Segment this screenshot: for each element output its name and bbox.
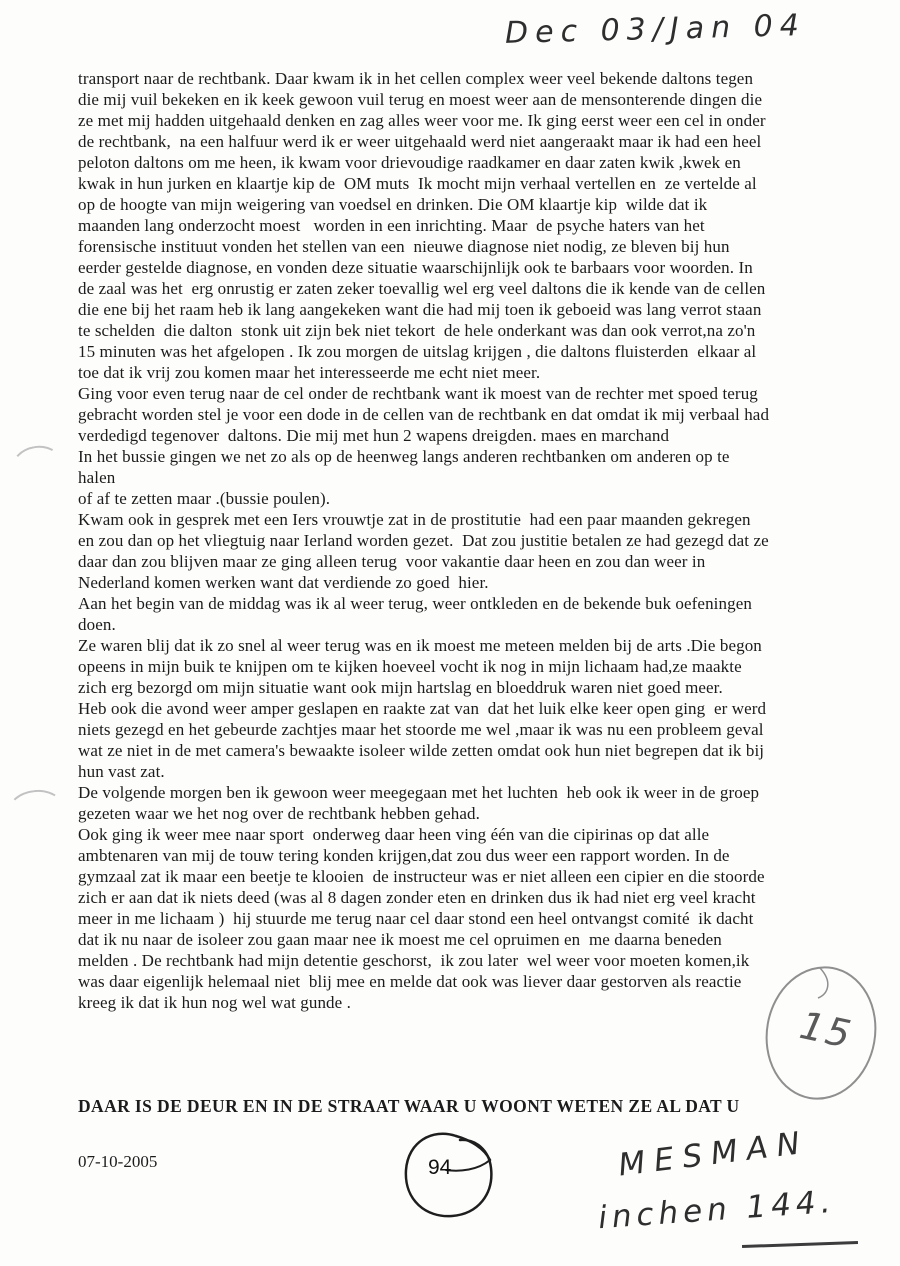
text-line: daar dan zou blijven maar ze ging alleen terug voor vakantie daar heen en zou dan weer in xyxy=(78,552,706,571)
text-line: die ene bij het raam heb ik lang aangekeken want die had mij toen ik geboeid was lang verrot staan xyxy=(78,300,762,319)
text-line: dat ik nu naar de isoleer zou gaan maar nee ik moest me cel opruimen en me daarna beneden xyxy=(78,930,722,949)
text-line: maanden lang onderzocht moest worden in een inrichting. Maar de psyche haters van het xyxy=(78,216,705,235)
text-line: halen xyxy=(78,468,116,487)
circled-number-value: 15 xyxy=(795,1003,857,1057)
text-line: wat ze niet in de met camera's bewaakte isoleer wilde zetten omdat ook hun niet begrepen dat ik bij xyxy=(78,741,765,760)
text-line: toe dat ik vrij zou komen maar het interesseerde me echt niet meer. xyxy=(78,363,541,382)
handwritten-date-annotation: Dec 03/Jan 04 xyxy=(504,8,807,51)
text-line: opeens in mijn buik te knijpen om te kijken hoeveel vocht ik nog in mijn lichaam had,ze maakte xyxy=(78,657,742,676)
text-line: In het bussie gingen we net zo als op de heenweg langs anderen rechtbanken om anderen op te xyxy=(78,447,730,466)
text-line: de rechtbank, na een halfuur werd ik er weer uitgehaald werd niet aangeraakt maar ik had een heel xyxy=(78,132,762,151)
text-line: hun vast zat. xyxy=(78,762,165,781)
handwritten-note-line1: MESMAN xyxy=(616,1124,811,1184)
circled-number-annotation xyxy=(758,960,888,1110)
text-line: Ze waren blij dat ik zo snel al weer terug was en ik moest me meteen melden bij de arts .Die begon xyxy=(78,636,762,655)
text-line: of af te zetten maar .(bussie poulen). xyxy=(78,489,331,508)
text-line: gebracht worden stel je voor een dode in de cellen van de rechtbank en dat omdat ik mij verbaal had xyxy=(78,405,770,424)
text-line: 15 minuten was het afgelopen . Ik zou morgen de uitslag krijgen , die daltons fluisterden elkaar al xyxy=(78,342,757,361)
pencil-margin-mark xyxy=(6,787,66,833)
handwritten-underline-mark xyxy=(742,1241,858,1248)
text-line: Nederland komen werken want dat verdiende zo goed hier. xyxy=(78,573,489,592)
text-line: doen. xyxy=(78,615,116,634)
footer-date: 07-10-2005 xyxy=(78,1152,158,1171)
text-line: Ook ging ik weer mee naar sport onderweg daar heen ving één van die cipirinas op dat alle xyxy=(78,825,710,844)
text-line: was daar eigenlijk helemaal niet blij mee en melde dat ook was liever daar gestorven als reactie xyxy=(78,972,742,991)
text-line: meer in me lichaam ) hij stuurde me terug naar cel daar stond een heel ontvangst comité ik dacht xyxy=(78,909,754,928)
text-line: op de hoogte van mijn weigering van voedsel en drinken. Die OM klaartje kip wilde dat ik xyxy=(78,195,708,214)
text-line: melden . De rechtbank had mijn detentie geschorst, ik zou later wel weer voor moeten komen,ik xyxy=(78,951,750,970)
text-line: die mij vuil bekeken en ik keek gewoon vuil terug en moest weer aan de mensonterende dingen die xyxy=(78,90,763,109)
page-number-circle xyxy=(398,1126,502,1224)
text-line: gezeten waar we het nog over de rechtbank hebben gehad. xyxy=(78,804,480,823)
page-number: 94 xyxy=(428,1156,452,1179)
text-line: zich er aan dat ik niets deed (was al 8 dagen zonder eten en drinken dus ik had niet erg veel kracht xyxy=(78,888,756,907)
text-line: zich erg bezorgd om mijn situatie want ook mijn hartslag en bloeddruk waren niet goed meer. xyxy=(78,678,723,697)
pencil-margin-mark xyxy=(9,442,65,488)
text-line: transport naar de rechtbank. Daar kwam ik in het cellen complex weer veel bekende daltons tegen xyxy=(78,69,754,88)
text-line: De volgende morgen ben ik gewoon weer meegegaan met het luchten heb ook ik weer in de groep xyxy=(78,783,760,802)
text-line: eerder gestelde diagnose, en vonden deze situatie waarschijnlijk ook te barbaars voor woorden. In xyxy=(78,258,753,277)
text-line: de zaal was het erg onrustig er zaten zeker toevallig wel erg veel daltons die ik kende van de cellen xyxy=(78,279,766,298)
text-line: kwak in hun jurken en klaartje kip de OM muts Ik mocht mijn verhaal vertellen en ze vertelde al xyxy=(78,174,757,193)
document-heading: DAAR IS DE DEUR EN IN DE STRAAT WAAR U WOONT WETEN ZE AL DAT U xyxy=(78,1096,740,1116)
text-line: niets gezegd en het gebeurde zachtjes maar het stoorde me wel ,maar ik was nu een probleem geval xyxy=(78,720,764,739)
text-line: te schelden die dalton stonk uit zijn bek niet tekort de hele onderkant was dan ook verrot,na zo'n xyxy=(78,321,756,340)
text-line: ambtenaren van mij de touw tering konden krijgen,dat zou dus weer een rapport worden. In de xyxy=(78,846,730,865)
text-line: peloton daltons om me heen, ik kwam voor drievoudige raadkamer en daar zaten kwik ,kwek en xyxy=(78,153,741,172)
body-text xyxy=(78,68,868,1013)
text-line: Kwam ook in gesprek met een Iers vrouwtje zat in de prostitutie had een paar maanden gekregen xyxy=(78,510,751,529)
text-line: kreeg ik dat ik hun nog wel wat gunde . xyxy=(78,993,352,1012)
text-line: en zou dan op het vliegtuig naar Ierland worden gezet. Dat zou justitie betalen ze had gezegd dat ze xyxy=(78,531,769,550)
text-line: Aan het begin van de middag was ik al weer terug, weer ontkleden en de bekende buk oefeningen xyxy=(78,594,752,613)
text-line: ze met mij hadden uitgehaald denken en zag alles weer voor me. Ik ging eerst weer een cel in onder xyxy=(78,111,766,130)
text-line: verdedigd tegenover daltons. Die mij met hun 2 wapens dreigden. maes en marchand xyxy=(78,426,670,445)
text-line: Heb ook die avond weer amper geslapen en raakte zat van dat het luik elke keer open ging er werd xyxy=(78,699,767,718)
text-line: forensische instituut vonden het stellen van een nieuwe diagnose niet nodig, ze bleven bij hun xyxy=(78,237,730,256)
handwritten-note-line2: inchen 144. xyxy=(597,1183,837,1237)
text-line: Ging voor even terug naar de cel onder de rechtbank want ik moest van de rechter met spoed terug xyxy=(78,384,758,403)
text-line: gymzaal zat ik maar een beetje te klooien de instructeur was er niet alleen een cipier en die stoorde xyxy=(78,867,765,886)
